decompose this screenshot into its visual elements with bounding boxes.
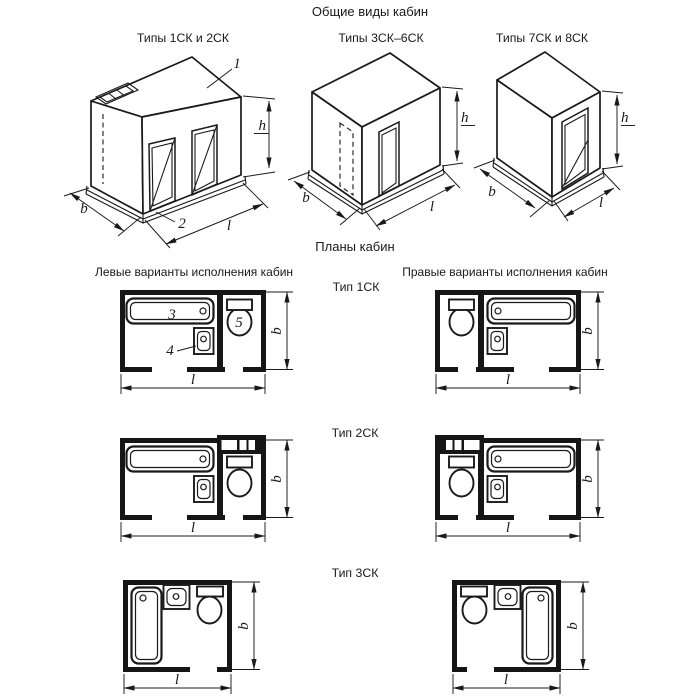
dim-l: [124, 672, 231, 694]
dim-b: [561, 582, 589, 670]
svg-text:l: l: [505, 520, 511, 536]
row-label-3sk: Тип 3СК: [331, 566, 379, 580]
plan-1sk-left: [120, 290, 293, 394]
svg-text:l: l: [174, 672, 180, 688]
partition-wall: [217, 454, 223, 515]
washbasin-symbol: [194, 328, 214, 354]
dim-b: [266, 440, 293, 518]
callout-base: 2: [178, 216, 186, 232]
svg-text:h: h: [461, 110, 469, 126]
dim-h: [442, 87, 475, 166]
svg-text:h: h: [258, 118, 266, 134]
dim-b: [580, 440, 604, 518]
svg-text:b: b: [565, 622, 581, 630]
vent-slot: [222, 440, 238, 450]
svg-text:b: b: [580, 327, 596, 335]
svg-text:l: l: [598, 195, 604, 211]
dim-l: [453, 672, 560, 694]
svg-text:l: l: [226, 218, 232, 234]
callout-bathtub: 3: [168, 307, 176, 323]
general-views-title: Общие виды кабин: [311, 4, 429, 19]
plan-1sk-right: [435, 290, 604, 394]
cabin-view-3sk-6sk-caption: Типы 3СК–6СК: [338, 31, 424, 45]
svg-text:b: b: [302, 190, 310, 206]
plan-2sk-left: [120, 435, 293, 542]
cabin-view-1sk-2sk-caption: Типы 1СК и 2СК: [136, 31, 230, 45]
plan-2sk-right: [435, 435, 604, 542]
dim-l: [436, 372, 580, 394]
left-variants-heading: Левые варианты исполнения кабин: [94, 265, 294, 279]
svg-text:b: b: [269, 327, 285, 335]
walls: [120, 435, 266, 520]
partition-wall: [217, 295, 223, 367]
svg-text:l: l: [429, 199, 435, 215]
toilet-symbol: [227, 457, 252, 497]
toilet-symbol: [197, 587, 223, 624]
vent-slot: [249, 440, 256, 450]
svg-text:h: h: [621, 110, 629, 126]
bathtub-symbol: [132, 588, 162, 664]
svg-text:l: l: [503, 672, 509, 688]
dim-b: [580, 292, 604, 370]
dim-h: [602, 91, 635, 169]
callout-washbasin: 4: [166, 343, 174, 359]
dim-b: [232, 582, 260, 670]
dim-b: [266, 292, 293, 370]
callout-roof-panel: 1: [233, 56, 241, 72]
svg-text:b: b: [488, 184, 496, 200]
washbasin-symbol: [164, 585, 190, 609]
dim-l: [121, 372, 265, 394]
row-label-1sk: Тип 1СК: [332, 280, 380, 294]
plan-3sk-mirrored-graphics: [452, 580, 561, 672]
svg-text:b: b: [236, 622, 252, 630]
plan-3sk-right: [452, 580, 589, 694]
svg-text:b: b: [269, 475, 285, 483]
callout-toilet: 5: [235, 315, 243, 331]
cabin-view-7sk-8sk: [474, 31, 635, 221]
right-variants-heading: Правые варианты исполнения кабин: [402, 265, 608, 279]
svg-text:b: b: [80, 201, 88, 217]
vent-slot: [240, 440, 247, 450]
svg-text:l: l: [190, 520, 196, 536]
plan-2sk-graphics: [120, 435, 266, 520]
plan-1sk-graphics: [120, 290, 266, 372]
svg-text:l: l: [190, 372, 196, 388]
cabin-view-1sk-2sk: [64, 31, 275, 248]
dim-l: [436, 520, 580, 542]
row-label-2sk: Тип 2СК: [331, 426, 379, 440]
dim-l: [121, 520, 265, 542]
plans-title: Планы кабин: [315, 239, 395, 254]
plan-1sk-mirrored-graphics: [435, 290, 581, 372]
svg-text:l: l: [505, 372, 511, 388]
plan-3sk-graphics: [123, 580, 232, 672]
left-face: [91, 101, 143, 214]
svg-text:b: b: [580, 475, 596, 483]
dim-h: [243, 96, 275, 177]
plan-3sk-left: [123, 580, 260, 694]
cabin-view-7sk-8sk-caption: Типы 7СК и 8СК: [495, 31, 589, 45]
washbasin-symbol: [194, 476, 214, 502]
bathtub-symbol: [127, 447, 214, 472]
plan-2sk-mirrored-graphics: [435, 435, 581, 520]
cabin-view-3sk-6sk: [288, 31, 475, 230]
